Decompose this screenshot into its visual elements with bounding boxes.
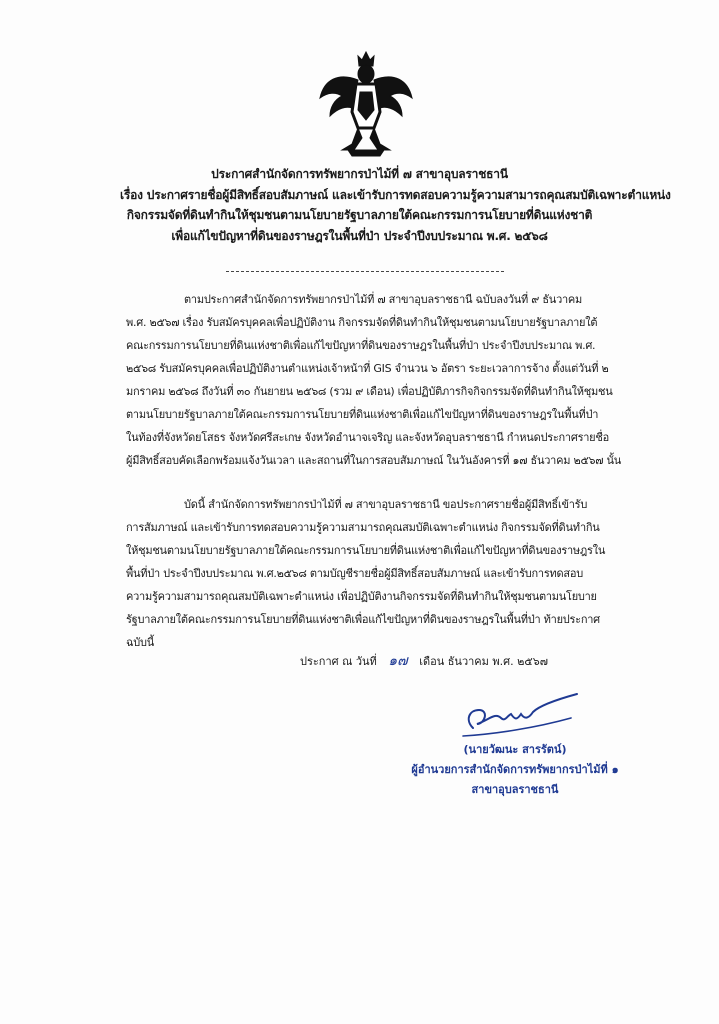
header-divider — [226, 271, 504, 272]
handwritten-day: ๑๗ — [388, 653, 408, 669]
signer-position: ผู้อำนวยการสำนักจัดการทรัพยากรป่าไม้ที่ ๑ — [411, 763, 619, 776]
paragraph-line: ผู้มีสิทธิ์สอบคัดเลือกพร้อมแจ้งวันเวลา และสถานที่ในการสอบสัมภาษณ์ ในวันอังคารที่ ๑๗ ธันวาคม ๒๕๖๗ นั้น — [126, 454, 622, 467]
paragraph-line: ตามนโยบายรัฐบาลภายใต้คณะกรรมการนโยบายที่ดินแห่งชาติเพื่อแก้ไขปัญหาที่ดินของราษฎรในพื้นที่ป่า — [126, 408, 599, 421]
announcement-date — [300, 650, 548, 672]
paragraph-line: ให้ชุมชนตามนโยบายรัฐบาลภายใต้คณะกรรมการนโยบายที่ดินแห่งชาติเพื่อแก้ไขปัญหาที่ดินของราษฎรใน — [126, 544, 606, 557]
signer-branch: สาขาอุบลราชธานี — [471, 783, 559, 796]
paragraph-line: คณะกรรมการนโยบายที่ดินแห่งชาติเพื่อแก้ไขปัญหาที่ดินของราษฎรในพื้นที่ป่า ประจำปีงบประมาณ พ.ศ. — [126, 339, 596, 352]
paragraph-line: ๒๕๖๘ รับสมัครบุคคลเพื่อปฏิบัติงานตำแหน่งเจ้าหน้าที่ GIS จำนวน ๖ อัตรา ระยะเวลาการจ้าง ตั้งแต่วันที่ ๒ — [126, 362, 609, 375]
announcement-header — [120, 164, 671, 246]
paragraph-1 — [126, 288, 650, 472]
header-line-1: ประกาศสำนักจัดการทรัพยากรป่าไม้ที่ ๗ สาขาอุบลราชธานี — [211, 167, 508, 181]
signer-block — [400, 740, 630, 800]
header-line-4: เพื่อแก้ไขปัญหาที่ดินของราษฎรในพื้นที่ป่า ประจำปีงบประมาณ พ.ศ. ๒๕๖๘ — [171, 228, 548, 243]
date-prefix: ประกาศ ณ วันที่ — [300, 655, 377, 668]
paragraph-line: การสัมภาษณ์ และเข้ารับการทดสอบความรู้ความสามารถคุณสมบัติเฉพาะตำแหน่ง กิจกรรมจัดที่ดินทำกิน — [126, 521, 600, 534]
paragraph-line: รัฐบาลภายใต้คณะกรรมการนโยบายที่ดินแห่งชาติเพื่อแก้ไขปัญหาที่ดินของราษฎรในพื้นที่ป่า ท้ายประกาศ — [126, 613, 600, 626]
paragraph-line: พ.ศ. ๒๕๖๗ เรื่อง รับสมัครบุคคลเพื่อปฏิบัติงาน กิจกรรมจัดที่ดินทำกินให้ชุมชนตามนโยบายรัฐบาลภายใต้ — [126, 316, 598, 329]
paragraph-line: บัดนี้ สำนักจัดการทรัพยากรป่าไม้ที่ ๗ สาขาอุบลราชธานี ขอประกาศรายชื่อผู้มีสิทธิ์เข้ารับ — [184, 498, 588, 511]
paragraph-line: ความรู้ความสามารถคุณสมบัติเฉพาะตำแหน่ง เพื่อปฏิบัติงานกิจกรรมจัดที่ดินทำกินให้ชุมชนตามนโยบาย — [126, 590, 597, 603]
paragraph-line: มกราคม ๒๕๖๘ ถึงวันที่ ๓๐ กันยายน ๒๕๖๘ (รวม ๙ เดือน) เพื่อปฏิบัติภารกิจกิจกรรมจัดที่ดินทำกินให้ชุมชน — [126, 385, 613, 398]
date-suffix: เดือน ธันวาคม พ.ศ. ๒๕๖๗ — [419, 655, 548, 668]
signer-name: (นายวัฒนะ สารรัตน์) — [463, 743, 567, 756]
paragraph-line: พื้นที่ป่า ประจำปีงบประมาณ พ.ศ.๒๕๖๘ ตามบัญชีรายชื่อผู้มีสิทธิ์สอบสัมภาษณ์ และเข้ารับการทดสอบ — [126, 567, 583, 580]
handwritten-signature-icon — [455, 690, 585, 746]
paragraph-line: ฉบับนี้ — [126, 636, 154, 649]
paragraph-2 — [126, 493, 650, 654]
garuda-emblem-icon — [318, 50, 414, 158]
header-line-3: กิจกรรมจัดที่ดินทำกินให้ชุมชนตามนโยบายรัฐบาลภายใต้คณะกรรมการนโยบายที่ดินแห่งชาติ — [126, 208, 593, 222]
paragraph-line: ตามประกาศสำนักจัดการทรัพยากรป่าไม้ที่ ๗ สาขาอุบลราชธานี ฉบับลงวันที่ ๙ ธันวาคม — [184, 293, 583, 306]
paragraph-line: ในท้องที่จังหวัดยโสธร จังหวัดศรีสะเกษ จังหวัดอำนาจเจริญ และจังหวัดอุบลราชธานี กำหนดประกาศรายชื่อ — [126, 431, 609, 444]
header-line-2: เรื่อง ประกาศรายชื่อผู้มีสิทธิ์สอบสัมภาษณ์ และเข้ารับการทดสอบความรู้ความสามารถคุณสมบัติเฉพาะตำแหน่ง — [120, 187, 671, 202]
